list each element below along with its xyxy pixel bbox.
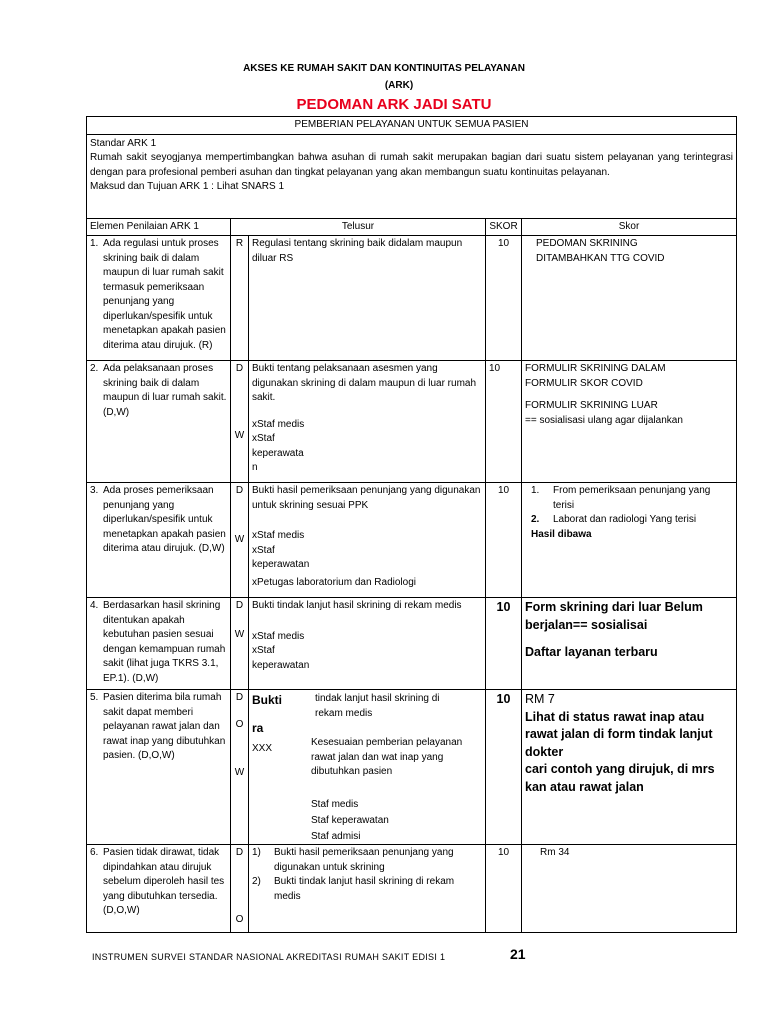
note-text: Daftar layanan terbaru xyxy=(525,645,658,659)
note-text: RM 7 xyxy=(525,692,555,706)
telusur-text: Bukti tentang pelaksanaan asesmen yang digunakan skrining di dalam maupun di luar rumah sakit. xyxy=(252,363,477,403)
row-number: 5. xyxy=(90,692,99,703)
score-value: 10 xyxy=(497,485,510,496)
interviewee: keperawatan xyxy=(252,659,310,671)
col-header-skor: SKOR xyxy=(486,218,522,236)
table-row xyxy=(87,236,737,361)
interviewee: xStaf xyxy=(252,433,275,444)
ra-label: ra xyxy=(252,721,264,735)
xxx-label: XXX xyxy=(252,743,273,754)
row-number: 4. xyxy=(90,600,99,611)
interviewee: n xyxy=(252,462,258,473)
document-header-abbrev: (ARK) xyxy=(384,80,414,91)
list-item: 1. From pemeriksaan penunjang yang terisi xyxy=(531,485,711,511)
score-value: 10 xyxy=(497,847,510,858)
method-code: D xyxy=(235,847,244,858)
score-value: 10 xyxy=(496,692,511,706)
method-code: O xyxy=(235,913,244,925)
col-header-telusur: Telusur xyxy=(231,218,486,236)
row-number: 1. xyxy=(90,238,99,249)
elemen-text: Ada pelaksanaan proses skrining baik di dalam maupun di luar rumah sakit. (D,W) xyxy=(103,363,227,418)
method-code: D xyxy=(235,363,244,374)
intro-row xyxy=(87,134,737,218)
telusur-text: Kesesuaian pemberian pelayanan rawat jalan dan wat inap yang dibutuhkan pasien xyxy=(311,737,463,777)
note-text: FORMULIR SKOR COVID xyxy=(525,377,643,389)
purpose-label: Maksud dan Tujuan ARK 1 : Lihat SNARS 1 xyxy=(90,181,284,192)
elemen-text: Pasien tidak dirawat, tidak dipindahkan atau dirujuk sebelum diperoleh hasil tes yang dibutuhkan tersedia. (D,O,W) xyxy=(103,847,225,916)
section-title: PEMBERIAN PELAYANAN UNTUK SEMUA PASIEN xyxy=(87,117,737,135)
elemen-text: Ada regulasi untuk proses skrining baik di dalam maupun di luar rumah sakit termasuk pemeriksaan penunjang yang diperlukan/spesifik untuk menetapkan apakah pasien diterima atau dirujuk. (R) xyxy=(103,238,226,351)
interviewee: keperawatan xyxy=(252,559,310,570)
interviewee: Staf medis xyxy=(311,799,359,810)
interviewee: Staf admisi xyxy=(311,831,361,842)
method-code: O xyxy=(235,718,244,730)
note-text: FORMULIR SKRINING LUAR xyxy=(525,400,658,411)
table-row xyxy=(87,690,737,845)
page-number: 21 xyxy=(510,946,526,962)
elemen-text: Pasien diterima bila rumah sakit dapat memberi pelayanan rawat jalan dan rawat inap yang dibutuhkan pasien. (D,O,W) xyxy=(103,692,226,761)
bukti-label: Bukti xyxy=(252,693,282,707)
table-row xyxy=(87,598,737,690)
note-text: Lihat di status rawat inap atau rawat jalan di form tindak lanjut dokter xyxy=(525,709,713,759)
method-code: W xyxy=(234,429,245,441)
document-header-title: AKSES KE RUMAH SAKIT DAN KONTINUITAS PELAYANAN xyxy=(243,63,525,74)
row-number: 6. xyxy=(90,847,99,858)
assessment-table xyxy=(86,116,737,933)
telusur-text: Bukti tindak lanjut hasil skrining di rekam medis xyxy=(252,600,462,611)
note-text: FORMULIR SKRINING DALAM xyxy=(525,363,666,374)
interviewee: xStaf medis xyxy=(252,530,305,541)
interviewee: xStaf medis xyxy=(252,630,305,642)
section-title-row xyxy=(87,117,737,135)
table-row xyxy=(87,361,737,483)
note-text: cari contoh yang dirujuk, di mrs kan atau rawat jalan xyxy=(525,762,715,794)
note-text: Rm 34 xyxy=(540,847,570,858)
list-item: 2. Laborat dan radiologi Yang terisi xyxy=(531,514,697,525)
interviewee: xPetugas laboratorium dan Radiologi xyxy=(252,576,416,588)
telusur-text: Regulasi tentang skrining baik didalam maupun diluar RS xyxy=(252,238,463,264)
list-item: 1) Bukti hasil pemeriksaan penunjang yang digunakan untuk skrining xyxy=(252,847,454,873)
note-text: == sosialisasi ulang agar dijalankan xyxy=(525,414,683,426)
score-value: 10 xyxy=(489,363,501,374)
note-text: DITAMBAHKAN TTG COVID xyxy=(536,252,665,264)
column-header-row xyxy=(87,218,737,236)
elemen-text: Berdasarkan hasil skrining ditentukan apakah kebutuhan pasien sesuai dengan kemampuan rumah sakit (lihat juga TKRS 3.1, EP.1). (D,W) xyxy=(103,600,226,684)
telusur-text: Bukti hasil pemeriksaan penunjang yang digunakan untuk skrining sesuai PPK xyxy=(252,485,481,511)
note-text: Form skrining dari luar Belum berjalan== sosialisai xyxy=(525,600,703,632)
interviewee: xStaf xyxy=(252,645,275,656)
col-header-skor2: Skor xyxy=(522,218,737,236)
method-code: D xyxy=(235,485,244,496)
method-code: D xyxy=(235,692,244,703)
footer-text: INSTRUMEN SURVEI STANDAR NASIONAL AKREDITASI RUMAH SAKIT EDISI 1 xyxy=(92,952,446,962)
telusur-text: tindak lanjut hasil skrining di rekam medis xyxy=(315,693,440,719)
method-code: W xyxy=(234,767,245,778)
interviewee: xStaf xyxy=(252,544,275,556)
elemen-text: Ada proses pemeriksaan penunjang yang diperlukan/spesifik untuk menetapkan apakah pasien diterima atau dirujuk. (D,W) xyxy=(103,485,226,554)
table-row xyxy=(87,483,737,598)
score-value: 10 xyxy=(497,238,510,249)
interviewee: Staf keperawatan xyxy=(311,815,389,826)
method-code: D xyxy=(235,600,244,611)
row-number: 2. xyxy=(90,363,99,374)
list-item: 2) Bukti tindak lanjut hasil skrining di rekam medis xyxy=(252,876,455,902)
row-number: 3. xyxy=(90,485,99,496)
red-title: PEDOMAN ARK JADI SATU xyxy=(296,96,492,113)
method-code: W xyxy=(234,533,245,545)
standard-paragraph: Rumah sakit seyogjanya mempertimbangkan bahwa asuhan di rumah sakit merupakan bagian dari suatu sistem pelayanan yang terintegrasi dengan para profesional pemberi asuhan dan tingkat pelayanan yang akan membangun suatu kontinuitas pelayanan. xyxy=(90,152,734,178)
note-text: PEDOMAN SKRINING xyxy=(536,238,638,249)
interviewee: keperawata xyxy=(252,447,304,459)
note-text: Hasil dibawa xyxy=(531,528,592,540)
table-row xyxy=(87,845,737,933)
interviewee: xStaf medis xyxy=(252,418,305,430)
method-code: R xyxy=(235,238,244,249)
score-value: 10 xyxy=(496,600,511,614)
method-code: W xyxy=(234,628,245,640)
col-header-elemen: Elemen Penilaian ARK 1 xyxy=(87,218,231,236)
standard-label: Standar ARK 1 xyxy=(90,137,157,149)
